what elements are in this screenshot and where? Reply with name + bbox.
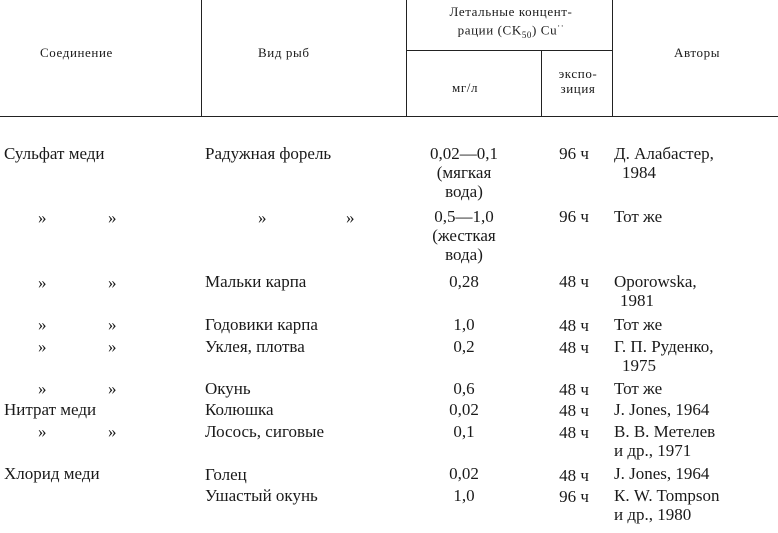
row-6-compound-ditto-a: » bbox=[38, 379, 47, 398]
row-3-compound-ditto-b: » bbox=[108, 273, 117, 292]
row-5-authors: Г. П. Руденко, 1975 bbox=[614, 337, 714, 375]
header-divider-3 bbox=[612, 0, 613, 116]
row-4-compound-ditto-a: » bbox=[38, 315, 47, 334]
row-9-authors: J. Jones, 1964 bbox=[614, 464, 710, 483]
row-4-compound-ditto-b: » bbox=[108, 315, 117, 334]
row-8-exposure: 48 ч bbox=[559, 423, 589, 442]
row-8-concentration: 0,1 bbox=[453, 422, 475, 441]
row-4-authors: Тот же bbox=[614, 315, 663, 334]
row-8-compound-ditto-a: » bbox=[38, 422, 47, 441]
row-4-concentration: 1,0 bbox=[453, 315, 475, 334]
row-3-concentration: 0,28 bbox=[449, 272, 479, 291]
header-mg-per-l: мг/л bbox=[452, 80, 479, 95]
header-authors: Авторы bbox=[674, 45, 721, 60]
row-9-compound: Хлорид меди bbox=[4, 464, 100, 483]
row-2-fish-ditto-b: » bbox=[346, 208, 355, 227]
row-5-compound-ditto-a: » bbox=[38, 337, 47, 356]
row-6-authors: Тот же bbox=[614, 379, 663, 398]
row-8-authors: В. В. Метелев и др., 1971 bbox=[614, 422, 716, 460]
header-bottom-rule bbox=[0, 116, 778, 117]
row-1-authors: Д. Алабастер, 1984 bbox=[614, 144, 714, 182]
row-8-fish: Лосось, сиговые bbox=[205, 422, 324, 441]
row-10-fish: Ушастый окунь bbox=[205, 486, 318, 505]
header-divider-4 bbox=[541, 50, 542, 116]
row-6-compound-ditto-b: » bbox=[108, 379, 117, 398]
row-1-compound: Сульфат меди bbox=[4, 144, 105, 163]
row-1-fish: Радужная форель bbox=[205, 144, 332, 163]
row-5-exposure: 48 ч bbox=[559, 338, 589, 357]
row-8-compound-ditto-b: » bbox=[108, 422, 117, 441]
row-7-concentration: 0,02 bbox=[449, 400, 479, 419]
header-subrule bbox=[406, 50, 612, 51]
row-2-compound-ditto-a: » bbox=[38, 208, 47, 227]
row-10-authors: К. W. Tompson и др., 1980 bbox=[614, 486, 720, 524]
row-10-concentration: 1,0 bbox=[453, 486, 475, 505]
row-6-fish: Окунь bbox=[205, 379, 251, 398]
row-2-exposure: 96 ч bbox=[559, 207, 589, 226]
header-fish-species: Вид рыб bbox=[258, 45, 310, 60]
row-3-exposure: 48 ч bbox=[559, 272, 589, 291]
header-compound: Соединение bbox=[40, 45, 113, 60]
row-2-compound-ditto-b: » bbox=[108, 208, 117, 227]
row-1-exposure: 96 ч bbox=[559, 144, 589, 163]
lethal-conc-line1: Летальные концент- bbox=[449, 4, 573, 19]
row-9-exposure: 48 ч bbox=[559, 466, 589, 485]
row-7-authors: J. Jones, 1964 bbox=[614, 400, 710, 419]
header-lethal-concentration bbox=[414, 4, 608, 43]
row-2-fish-ditto-a: » bbox=[258, 208, 267, 227]
row-7-compound: Нитрат меди bbox=[4, 400, 97, 419]
row-2-authors: Тот же bbox=[614, 207, 663, 226]
row-4-fish: Годовики карпа bbox=[205, 315, 318, 334]
row-3-authors: Oporowska, 1981 bbox=[614, 272, 697, 310]
row-1-concentration: 0,02—0,1 (мягкая вода) bbox=[430, 144, 498, 201]
lethal-conc-line2: рации $(CK_{50})$ Cu·· bbox=[457, 21, 565, 40]
row-5-compound-ditto-b: » bbox=[108, 337, 117, 356]
row-7-fish: Колюшка bbox=[205, 400, 274, 419]
header-divider-1 bbox=[201, 0, 202, 116]
row-7-exposure: 48 ч bbox=[559, 401, 589, 420]
row-3-compound-ditto-a: » bbox=[38, 273, 47, 292]
row-5-fish: Уклея, плотва bbox=[205, 337, 305, 356]
row-3-fish: Мальки карпа bbox=[205, 272, 307, 291]
row-4-exposure: 48 ч bbox=[559, 316, 589, 335]
row-6-exposure: 48 ч bbox=[559, 380, 589, 399]
header-divider-2 bbox=[406, 0, 407, 116]
row-5-concentration: 0,2 bbox=[453, 337, 475, 356]
row-6-concentration: 0,6 bbox=[453, 379, 475, 398]
row-9-concentration: 0,02 bbox=[449, 464, 479, 483]
row-10-exposure: 96 ч bbox=[559, 487, 589, 506]
row-9-fish: Голец bbox=[205, 465, 247, 484]
header-exposure: экспо- зиция bbox=[558, 66, 598, 96]
row-2-concentration: 0,5—1,0 (жесткая вода) bbox=[432, 207, 496, 264]
